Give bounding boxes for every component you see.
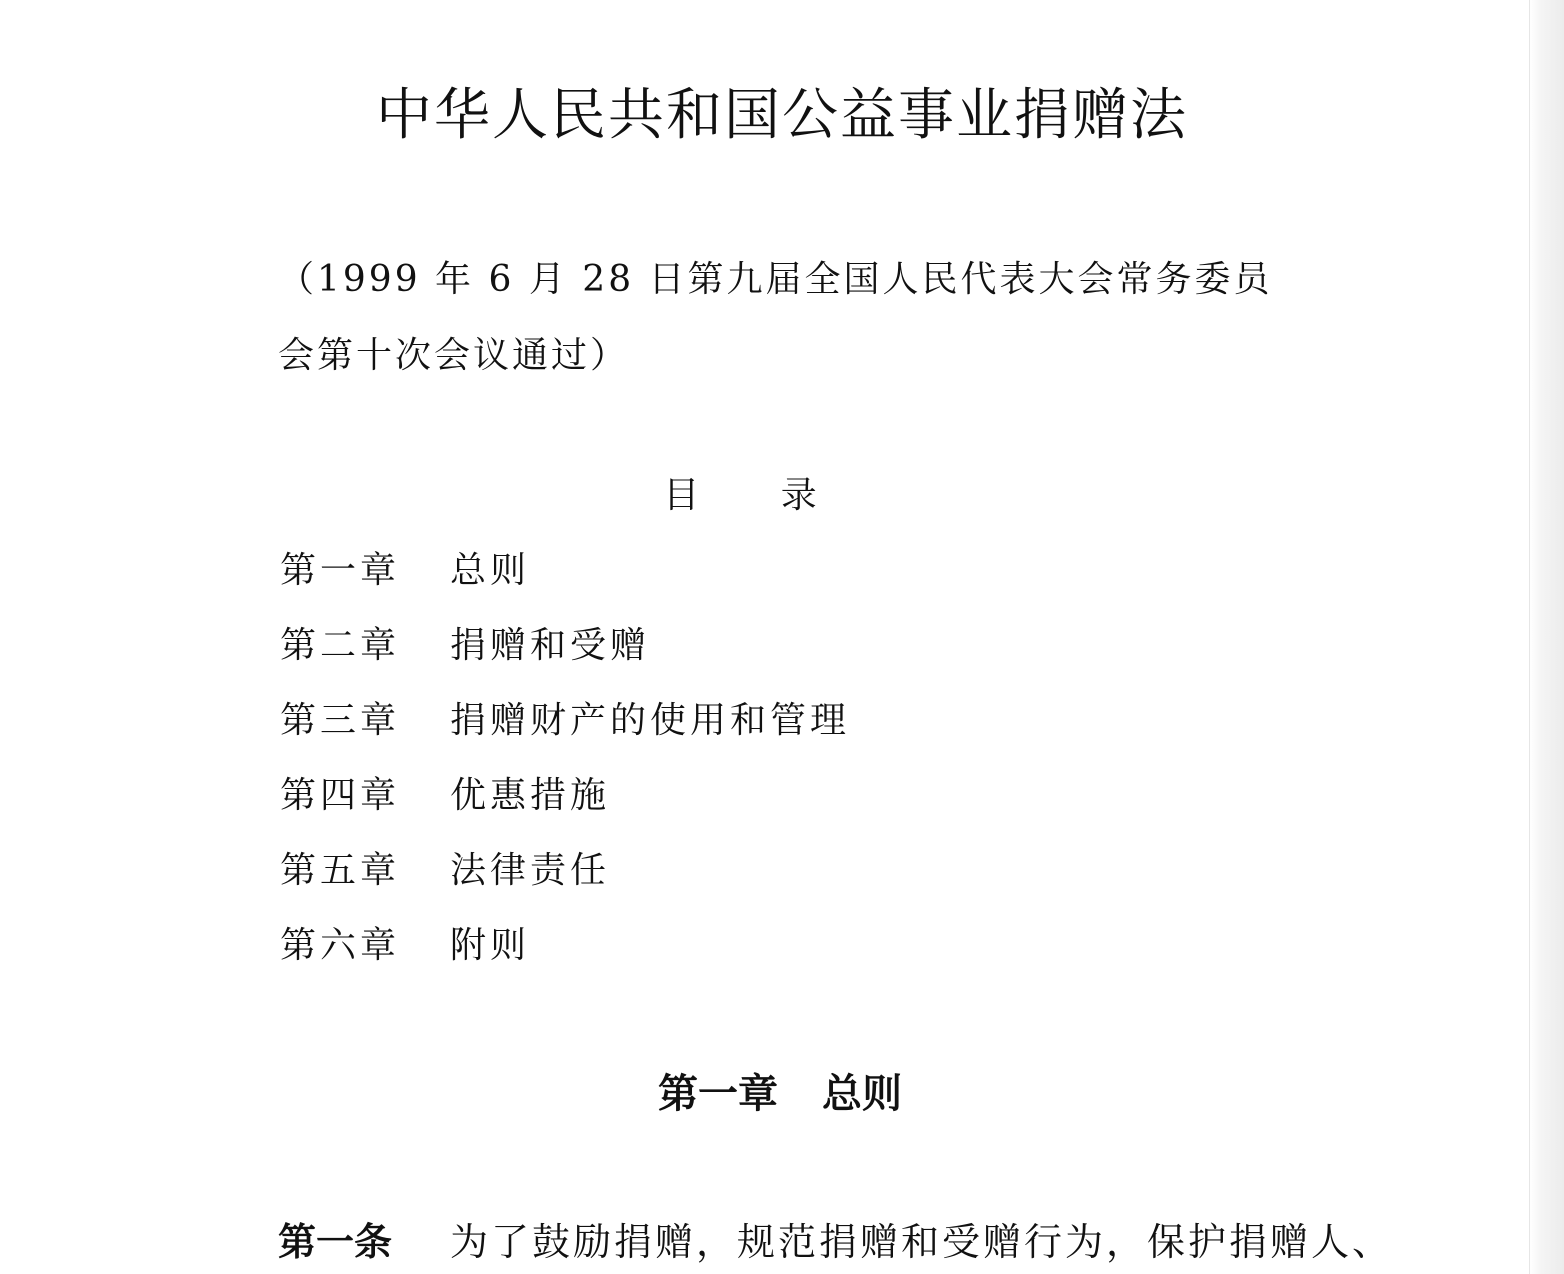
toc-chapter-number: 第一章	[280, 550, 401, 591]
toc-item	[280, 620, 850, 695]
toc-chapter-number: 第五章	[280, 850, 401, 891]
toc-chapter-number: 第四章	[280, 775, 401, 816]
chapter-name: 总则	[822, 1071, 902, 1117]
toc-chapter-name: 总则	[450, 550, 531, 591]
chapter-number: 第一章	[658, 1071, 778, 1117]
toc-item	[280, 770, 850, 845]
toc-chapter-number: 第二章	[280, 625, 401, 666]
toc-chapter-name: 法律责任	[450, 850, 611, 891]
article-number: 第一条	[278, 1220, 393, 1264]
article-paragraph	[278, 1212, 1518, 1272]
document-subtitle: （1999 年 6 月 28 日第九届全国人民代表大会常务委员会第十次会议通过）	[278, 259, 1273, 376]
chapter-heading	[0, 1066, 1560, 1122]
toc-item	[280, 920, 850, 995]
toc-item	[280, 695, 850, 770]
toc-heading: 目 录	[663, 475, 817, 516]
page-edge-shadow	[1529, 0, 1564, 1274]
toc-chapter-name: 捐赠财产的使用和管理	[450, 700, 851, 741]
toc-chapter-name: 附则	[450, 925, 531, 966]
toc-item	[280, 845, 850, 920]
toc-chapter-number: 第六章	[280, 925, 401, 966]
document-title: 中华人民共和国公益事业捐赠法	[376, 83, 1188, 148]
toc-chapter-number: 第三章	[280, 700, 401, 741]
toc-chapter-name: 优惠措施	[450, 775, 611, 816]
toc-chapter-name: 捐赠和受赠	[450, 625, 651, 666]
article-text: 为了鼓励捐赠，规范捐赠和受赠行为，保护捐赠人、	[450, 1220, 1394, 1264]
toc-item	[280, 545, 850, 620]
table-of-contents	[280, 545, 850, 995]
